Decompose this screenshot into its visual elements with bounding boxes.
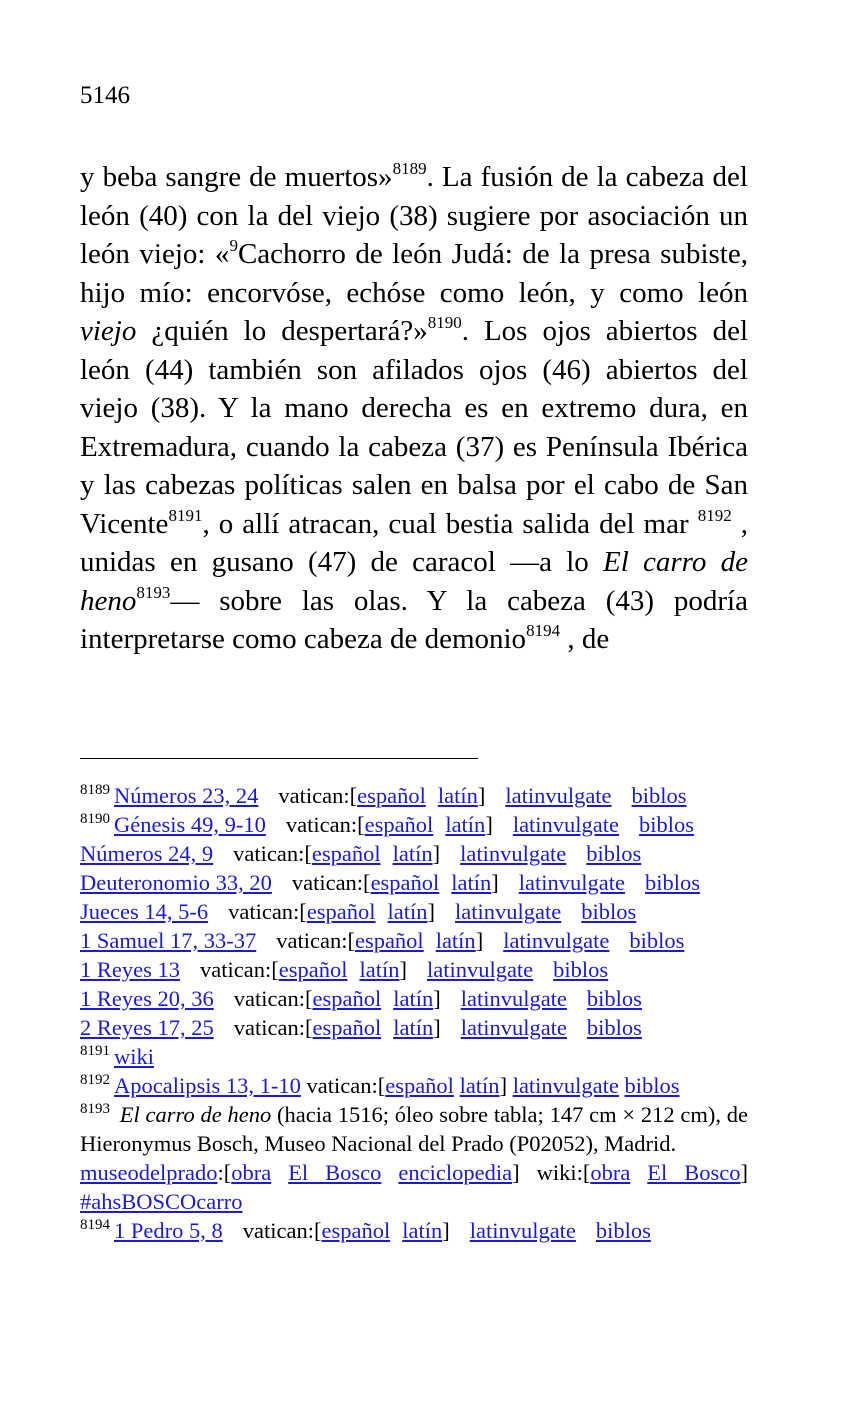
vatican-espanol-link[interactable]: español — [311, 841, 381, 866]
prado-enciclopedia-link[interactable]: enciclopedia — [398, 1160, 513, 1185]
bible-ref-link[interactable]: Apocalipsis 13, 1-10 — [114, 1073, 301, 1098]
bible-ref-link[interactable]: Génesis 49, 9-10 — [114, 812, 266, 837]
latinvulgate-link[interactable]: latinvulgate — [455, 899, 562, 924]
footnote-separator — [80, 758, 478, 759]
vatican-espanol-link[interactable]: español — [357, 783, 426, 808]
bible-ref-link[interactable]: 2 Reyes 17, 25 — [80, 1015, 214, 1040]
vatican-latin-link[interactable]: latín — [359, 957, 400, 982]
prado-obra-link[interactable]: obra — [231, 1160, 272, 1185]
bible-ref-link[interactable]: Jueces 14, 5-6 — [80, 899, 209, 924]
footnote-ref[interactable]: 8194 — [526, 621, 561, 640]
vatican-latin-link[interactable]: latín — [445, 812, 486, 837]
biblos-link[interactable]: biblos — [553, 957, 609, 982]
footnote-8193: $^{8193}$ El carro de heno (hacia 1516; óleo sobre tabla; 147 cm × 212 cm), de Hieronymus Bosch, Museo Nacional del Prado (P02052), Madrid. — [80, 1101, 748, 1156]
page-number: 5146 — [80, 82, 130, 109]
vatican-latin-link[interactable]: latín — [402, 1218, 443, 1243]
museodelprado-link[interactable]: museodelprado — [80, 1160, 218, 1185]
biblos-link[interactable]: biblos — [624, 1073, 680, 1098]
footnotes — [80, 781, 748, 1245]
biblos-link[interactable]: biblos — [586, 1015, 642, 1040]
biblos-link[interactable]: biblos — [586, 986, 642, 1011]
bible-ref-link[interactable]: 1 Samuel 17, 33-37 — [80, 928, 257, 953]
vatican-espanol-link[interactable]: español — [312, 1015, 382, 1040]
footnote-ref[interactable]: 8192 — [697, 505, 732, 525]
vatican-latin-link[interactable]: latín — [459, 1073, 500, 1098]
vatican-latin-link[interactable]: latín — [393, 986, 434, 1011]
vatican-espanol-link[interactable]: español — [385, 1073, 454, 1098]
footnote-ref[interactable]: 8189 — [392, 159, 427, 178]
footnote-line: Números 24, 9 vatican:[español latín] latinvulgate biblos — [80, 841, 642, 866]
biblos-link[interactable]: biblos — [629, 928, 685, 953]
latinvulgate-link[interactable]: latinvulgate — [505, 783, 612, 808]
vatican-latin-link[interactable]: latín — [435, 928, 476, 953]
vatican-espanol-link[interactable]: español — [321, 1218, 391, 1243]
latinvulgate-link[interactable]: latinvulgate — [512, 1073, 619, 1098]
vatican-latin-link[interactable]: latín — [437, 783, 478, 808]
biblos-link[interactable]: biblos — [595, 1218, 651, 1243]
bible-ref-link[interactable]: Números 23, 24 — [114, 783, 259, 808]
bible-ref-link[interactable]: 1 Reyes 20, 36 — [80, 986, 214, 1011]
footnote-number: 8191 — [80, 1043, 110, 1059]
footnote-line: 1 Reyes 20, 36 vatican:[español latín] latinvulgate biblos — [80, 986, 642, 1011]
footnote-ref[interactable]: 8191 — [168, 505, 203, 525]
footnote-number: 8194 — [80, 1217, 110, 1233]
footnote-line: 1 Samuel 17, 33-37 vatican:[español latín] latinvulgate biblos — [80, 928, 685, 953]
artwork-title: El carro de heno — [119, 1102, 272, 1127]
bible-ref-link[interactable]: Deuteronomio 33, 20 — [80, 870, 272, 895]
biblos-link[interactable]: biblos — [639, 812, 695, 837]
footnote-number: 8193 — [80, 1101, 110, 1117]
bible-ref-link[interactable]: 1 Pedro 5, 8 — [114, 1218, 223, 1243]
footnote-ref[interactable]: 8190 — [427, 313, 462, 332]
wiki-el-bosco-link[interactable]: El Bosco — [647, 1160, 741, 1185]
biblos-link[interactable]: biblos — [581, 899, 637, 924]
prado-el-bosco-link[interactable]: El Bosco — [288, 1160, 382, 1185]
vatican-espanol-link[interactable]: español — [364, 812, 434, 837]
vatican-latin-link[interactable]: latín — [392, 841, 433, 866]
vatican-latin-link[interactable]: latín — [393, 1015, 434, 1040]
wiki-link[interactable]: wiki — [114, 1044, 155, 1069]
latinvulgate-link[interactable]: latinvulgate — [426, 957, 534, 982]
latinvulgate-link[interactable]: latinvulgate — [518, 870, 626, 895]
artwork-title: El carro de heno — [80, 546, 748, 617]
footnote-line: 1 Reyes 13 vatican:[español latín] latinvulgate biblos — [80, 957, 609, 982]
footnote-8194: $^{8194}$ 1 Pedro 5, 8 vatican:[español latín] latinvulgate biblos — [80, 1217, 651, 1243]
footnote-8189: $^{8189}$ Números 23, 24 vatican:[español latín] latinvulgate biblos — [80, 782, 687, 808]
footnote-8192: $^{8192}$ Apocalipsis 13, 1-10 vatican:[español latín] latinvulgate biblos — [80, 1072, 680, 1098]
latinvulgate-link[interactable]: latinvulgate — [460, 986, 567, 1011]
footnote-number: 8190 — [80, 811, 110, 827]
latinvulgate-link[interactable]: latinvulgate — [460, 1015, 567, 1040]
hashtag-link[interactable]: #ahsBOSCOcarro — [80, 1189, 243, 1214]
bible-ref-link[interactable]: Números 24, 9 — [80, 841, 214, 866]
biblos-link[interactable]: biblos — [586, 841, 642, 866]
footnote-line: Deuteronomio 33, 20 vatican:[español latín] latinvulgate biblos — [80, 870, 701, 895]
footnote-number: 8189 — [80, 782, 110, 798]
latinvulgate-link[interactable]: latinvulgate — [512, 812, 620, 837]
vatican-latin-link[interactable]: latín — [387, 899, 428, 924]
vatican-espanol-link[interactable]: español — [306, 899, 376, 924]
vatican-espanol-link[interactable]: español — [370, 870, 440, 895]
vatican-espanol-link[interactable]: español — [278, 957, 348, 982]
latinvulgate-link[interactable]: latinvulgate — [460, 841, 567, 866]
footnote-line: 2 Reyes 17, 25 vatican:[español latín] latinvulgate biblos — [80, 1015, 642, 1040]
wiki-obra-link[interactable]: obra — [590, 1160, 631, 1185]
footnote-line: museodelprado:[obra El Bosco enciclopedia] wiki:[obra El Bosco] #ahsBOSCOcarro — [80, 1160, 749, 1214]
biblos-link[interactable]: biblos — [645, 870, 701, 895]
vatican-espanol-link[interactable]: español — [354, 928, 424, 953]
latinvulgate-link[interactable]: latinvulgate — [503, 928, 610, 953]
body-paragraph: y beba sangre de muertos»$^{8189}$. La fusión de la cabeza del león (40) con la del viejo (38) sugiere por asociación un león viejo: «$^9$Cachorro de león Judá: de la presa subiste, hijo mío: encorvóse, echóse como león, y como león viejo ¿quién lo despertará?»$^{8190}$. Los ojos abiertos del león (44) también son afilados ojos (46) abiertos del viejo (38). Y la mano derecha es en extremo dura, en Extremadura, cuando la cabeza (37) es Península Ibérica y las cabezas políticas salen en balsa por el cabo de San Vicente$^{8191}$, o allí atracan, cual bestia salida del mar $^{8192}$ , unidas en gusano (47) de caracol —a lo El carro de heno$^{8193}$— sobre las olas. Y la cabeza (43) podría interpretarse como cabeza de demonio$^{8194}$ , de — [80, 159, 749, 655]
biblos-link[interactable]: biblos — [631, 783, 687, 808]
vatican-espanol-link[interactable]: español — [312, 986, 382, 1011]
footnote-number: 8192 — [80, 1072, 110, 1088]
footnote-8190: $^{8190}$ Génesis 49, 9-10 vatican:[español latín] latinvulgate biblos — [80, 811, 695, 837]
latinvulgate-link[interactable]: latinvulgate — [469, 1218, 576, 1243]
footnote-8191 — [80, 1042, 748, 1071]
footnote-line: Jueces 14, 5-6 vatican:[español latín] latinvulgate biblos — [80, 899, 637, 924]
verse-number: 9 — [229, 236, 238, 255]
bible-ref-link[interactable]: 1 Reyes 13 — [80, 957, 180, 982]
vatican-latin-link[interactable]: latín — [451, 870, 492, 895]
footnote-ref[interactable]: 8193 — [136, 582, 171, 602]
